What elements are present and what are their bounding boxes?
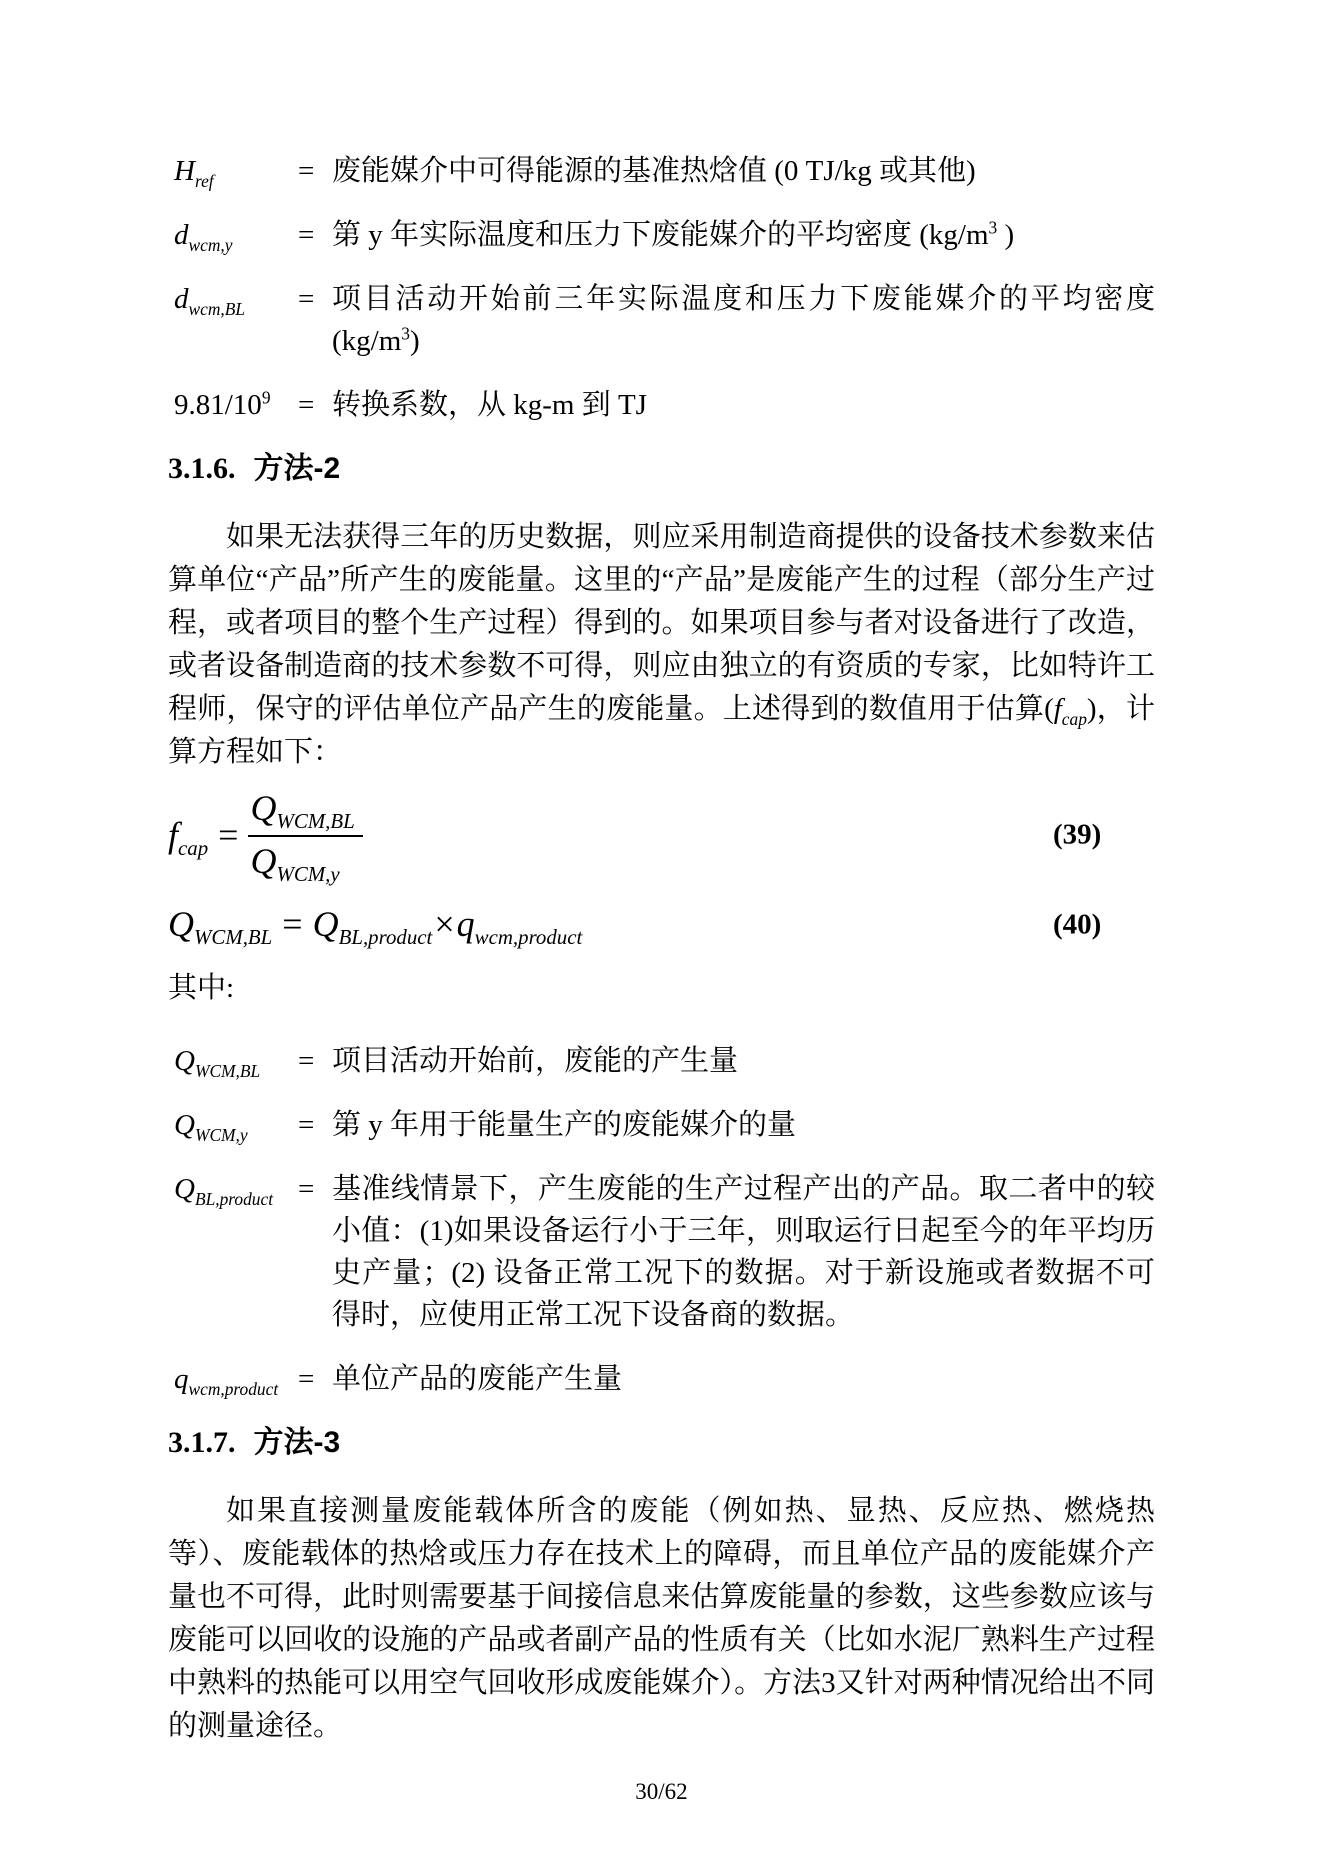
term-subscript: wcm,product <box>188 1378 279 1399</box>
equation-number: (40) <box>1053 908 1102 941</box>
variable-q-subscript: WCM,BL <box>276 809 355 834</box>
equation-term <box>312 904 433 950</box>
definition-text <box>332 278 1155 362</box>
inline-variable-subscript: cap <box>1061 708 1087 729</box>
variable-q-subscript: BL,product <box>338 925 433 950</box>
definition-term <box>168 1104 298 1146</box>
definition-row-conversion-factor <box>168 384 1155 426</box>
definition-row-qwcmproduct <box>168 1358 1155 1400</box>
term-symbol: d <box>174 283 189 315</box>
definition-text <box>332 1104 1155 1146</box>
equation-lhs <box>168 814 209 860</box>
term-subscript: wcm,y <box>188 234 233 255</box>
equals-sign: = <box>298 1172 315 1205</box>
definition-text-main: 单位产品的废能产生量 <box>332 1362 623 1395</box>
variable-q-lower-subscript: wcm,product <box>474 925 583 950</box>
definition-text-main: 项目活动开始前，废能的产生量 <box>332 1044 739 1077</box>
section-title: 方法-2 <box>253 452 341 485</box>
definition-row-dwcmbl <box>168 278 1155 362</box>
page-number: 30/62 <box>635 1779 688 1804</box>
equals-sign: = <box>298 283 315 315</box>
definition-text-main: 项目活动开始前三年实际温度和压力下废能媒介的平均密度 (kg/m <box>332 283 1155 357</box>
paragraph-text: 如果无法获得三年的历史数据，则应采用制造商提供的设备技术参数来估算单位“产品”所产生的废能量。这里的“产品”是废能产生的过程（部分生产过程，或者项目的整个生产过程）得到的。如果项目参与者对设备进行了改造，或者设备制造商的技术参数不可得，则应由独立的有资质的专家，比如特许工程师，保守的评估单位产品产生的废能量。上述得到的数值用于估算( <box>168 521 1155 725</box>
definition-list-middle <box>168 1040 1155 1400</box>
inline-variable: f <box>1053 693 1062 725</box>
term-subscript: wcm,BL <box>188 298 246 319</box>
variable-q: Q <box>250 788 277 828</box>
definition-row-qblproduct <box>168 1168 1155 1336</box>
definition-text-main: 转换系数，从 kg-m 到 TJ <box>332 389 647 421</box>
definition-list-top <box>168 150 1155 426</box>
definition-term <box>168 1040 298 1082</box>
definition-term <box>168 384 298 426</box>
definition-term <box>168 150 298 192</box>
section-heading-316 <box>168 448 1155 490</box>
equation-term <box>168 904 273 950</box>
fraction-denominator <box>248 837 347 887</box>
equals-sign: = <box>298 389 315 421</box>
term-symbol: Q <box>174 1108 195 1141</box>
equals-sign: = <box>298 155 315 187</box>
definition-term <box>168 214 298 256</box>
definition-text-tail: ) <box>409 325 420 357</box>
variable-f-subscript: cap <box>178 835 209 860</box>
equation-40 <box>168 901 1155 949</box>
term-subscript: WCM,y <box>194 1124 248 1145</box>
variable-q: Q <box>312 904 339 945</box>
paragraph-text-tail: )，计算方程如下： <box>168 693 1155 768</box>
fraction <box>248 788 362 887</box>
unit-superscript: 3 <box>401 323 410 344</box>
variable-f: f <box>168 814 179 855</box>
term-subscript: BL,product <box>194 1188 274 1209</box>
definition-row-qwcmy <box>168 1104 1155 1146</box>
definition-text-main: 基准线情景下，产生废能的生产过程产出的产品。取二者中的较小值：(1)如果设备运行小于三年，则取运行日起至今的年平均历史产量；(2) 设备正常工况下的数据。对于新设施或者数据不可得时，应使用正常工况下设备商的数据。 <box>332 1172 1155 1331</box>
equals-sign: = <box>282 904 303 945</box>
paragraph-method2 <box>168 516 1155 774</box>
variable-q: Q <box>168 904 194 945</box>
equals-sign: = <box>298 1362 315 1395</box>
variable-q-subscript: WCM,y <box>276 862 340 887</box>
paragraph-method3: 如果直接测量废能载体所含的废能（例如热、显热、反应热、燃烧热等）、废能载体的热焓或压力存在技术上的障碍，而且单位产品的废能媒介产量也不可得，此时则需要基于间接信息来估算废能量的参数，这些参数应该与废能可以回收的设施的产品或者副产品的性质有关（比如水泥厂熟料生产过程中熟料的热能可以用空气回收形成废能媒介）。方法3又针对两种情况给出不同的测量途径。 <box>168 1494 1155 1742</box>
definition-text-main: 第 y 年实际温度和压力下废能媒介的平均密度 (kg/m <box>332 219 989 251</box>
fraction-numerator <box>248 788 362 837</box>
definition-row-dwcmy <box>168 214 1155 256</box>
equation-number: (39) <box>1053 818 1102 851</box>
term-symbol: H <box>174 155 195 187</box>
equation-39-expression <box>168 788 363 887</box>
definition-row-href <box>168 150 1155 192</box>
equation-40-expression <box>168 904 583 950</box>
term-symbol: q <box>174 1362 189 1395</box>
term-symbol: Q <box>174 1044 195 1077</box>
equation-39 <box>168 788 1155 887</box>
definition-term <box>168 1358 298 1400</box>
definition-text <box>332 1040 1155 1082</box>
among-label: 其中: <box>168 971 235 1004</box>
section-number: 3.1.6. <box>168 452 236 485</box>
multiplication-sign: × <box>434 904 455 945</box>
definition-text <box>332 1168 1155 1336</box>
definition-text <box>332 384 1155 426</box>
term-superscript: 9 <box>261 387 271 408</box>
equals-sign: = <box>298 219 315 251</box>
section-heading-317 <box>168 1422 1155 1464</box>
equation-term <box>456 904 583 950</box>
term-subscript: ref <box>194 170 214 191</box>
variable-q-subscript: WCM,BL <box>194 925 273 950</box>
definition-term <box>168 278 298 320</box>
section-title: 方法-3 <box>253 1425 341 1459</box>
term-subscript: WCM,BL <box>194 1060 261 1081</box>
definition-text <box>332 214 1155 256</box>
term-symbol: d <box>174 219 189 251</box>
variable-q-lower: q <box>456 904 475 945</box>
definition-text-main: 废能媒介中可得能源的基准热焓值 (0 TJ/kg 或其他) <box>332 155 976 187</box>
equals-sign: = <box>218 814 239 855</box>
definition-row-qwcmbl <box>168 1040 1155 1082</box>
unit-superscript: 3 <box>988 217 998 238</box>
term-symbol: Q <box>174 1172 195 1205</box>
section-number: 3.1.7. <box>168 1425 236 1459</box>
definition-text-main: 第 y 年用于能量生产的废能媒介的量 <box>332 1108 797 1141</box>
term-symbol: 9.81/10 <box>174 389 262 421</box>
variable-q: Q <box>250 841 277 882</box>
definition-term <box>168 1168 298 1210</box>
definition-text-tail: ) <box>997 219 1015 251</box>
definition-text <box>332 150 1155 192</box>
equals-sign: = <box>298 1044 315 1077</box>
definition-text <box>332 1358 1155 1400</box>
equals-sign: = <box>298 1108 315 1141</box>
